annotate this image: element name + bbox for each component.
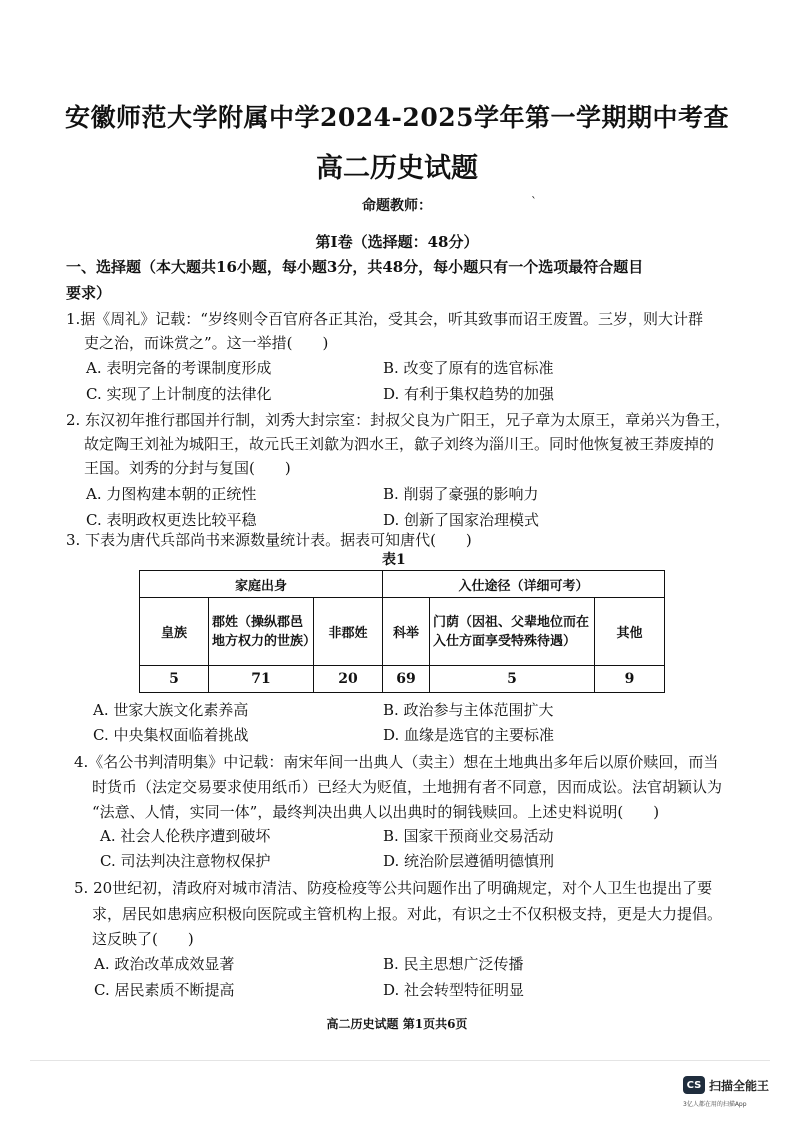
table-cell: 5 xyxy=(140,666,209,693)
q4-option-c: C. 司法判决注意物权保护 xyxy=(100,852,271,870)
q5-line2: 求，居民如患病应积极向医院或主管机构上报。对此，有识之士不仅积极支持，更是大力提倡。 xyxy=(92,905,723,923)
q2-line1: 2. 东汉初年推行郡国并行制，刘秀大封宗室：封叔父良为广阳王，兄子章为太原王，章弟兴为鲁王， xyxy=(66,411,731,429)
scanner-watermark xyxy=(683,1076,769,1094)
table-caption: 表1 xyxy=(382,552,406,568)
q1-line2: 吏之治，而诛赏之”。这一举措( ) xyxy=(84,334,329,352)
volume-heading: 第Ⅰ卷（选择题：48分） xyxy=(315,233,479,251)
teacher-label: 命题教师： xyxy=(362,198,432,214)
q4-line2: 时货币（法定交易要求使用纸币）已经大为贬值，土地拥有者不同意，因而成讼。法官胡颖认为 xyxy=(92,778,723,796)
q2-option-c: C. 表明政权更迭比较平稳 xyxy=(86,511,257,529)
section-instructions-line1: 一、选择题（本大题共16小题，每小题3分，共48分，每小题只有一个选项最符合题目 xyxy=(66,258,644,276)
q3-line1: 3. 下表为唐代兵部尚书来源数量统计表。据表可知唐代( ) xyxy=(66,531,472,549)
table-header-keju: 科举 xyxy=(383,598,430,666)
q3-option-b: B. 政治参与主体范围扩大 xyxy=(383,701,554,719)
q1-option-a: A. 表明完备的考课制度形成 xyxy=(86,359,272,377)
q2-option-d: D. 创新了国家治理模式 xyxy=(383,511,540,529)
q4-option-a: A. 社会人伦秩序遭到破坏 xyxy=(100,827,271,845)
table-group-family: 家庭出身 xyxy=(140,571,383,598)
q5-option-c: C. 居民素质不断提高 xyxy=(94,981,235,999)
watermark-app-name: 扫描全能王 xyxy=(709,1078,770,1093)
q2-option-b: B. 削弱了豪强的影响力 xyxy=(383,485,539,503)
q5-line3: 这反映了( ) xyxy=(92,930,194,948)
q4-line3: “法意、人情，实同一体”，最终判决出典人以出典时的铜钱赎回。上述史料说明( ) xyxy=(92,803,660,821)
table-header-menyin: 门荫（因祖、父辈地位而在入仕方面享受特殊待遇） xyxy=(430,598,595,666)
table-cell: 20 xyxy=(314,666,383,693)
section-instructions-line2: 要求） xyxy=(66,284,112,302)
divider xyxy=(30,1060,770,1061)
q4-option-d: D. 统治阶层遵循明德慎刑 xyxy=(383,852,555,870)
q2-option-a: A. 力图构建本朝的正统性 xyxy=(86,485,257,503)
q5-option-b: B. 民主思想广泛传播 xyxy=(383,955,524,973)
q3-option-d: D. 血缘是选官的主要标准 xyxy=(383,726,555,744)
page-footer: 高二历史试题 第1页共6页 xyxy=(326,1017,468,1031)
q1-option-b: B. 改变了原有的选官标准 xyxy=(383,359,554,377)
table-group-path: 入仕途径（详细可考） xyxy=(383,571,665,598)
q5-option-a: A. 政治改革成效显著 xyxy=(94,955,235,973)
watermark-tagline: 3亿人都在用的扫描App xyxy=(683,1101,747,1108)
q2-line2: 故定陶王刘祉为城阳王，故元氏王刘歙为泗水王，歙子刘终为淄川王。同时他恢复被王莽废掉的 xyxy=(84,435,715,453)
table-cell: 69 xyxy=(383,666,430,693)
source-table xyxy=(139,570,665,693)
table-cell: 71 xyxy=(209,666,314,693)
stray-mark: ` xyxy=(531,195,537,209)
q4-option-b: B. 国家干预商业交易活动 xyxy=(383,827,554,845)
table-cell: 9 xyxy=(595,666,665,693)
camscanner-logo-icon: CS xyxy=(683,1076,705,1094)
table-header-non-junxing: 非郡姓 xyxy=(314,598,383,666)
q1-option-d: D. 有利于集权趋势的加强 xyxy=(383,385,555,403)
q5-line1: 5. 20世纪初，清政府对城市清洁、防疫检疫等公共问题作出了明确规定，对个人卫生也提出了要 xyxy=(74,879,713,897)
table-header-other: 其他 xyxy=(595,598,665,666)
exam-subtitle: 高二历史试题 xyxy=(316,153,478,184)
q3-option-c: C. 中央集权面临着挑战 xyxy=(93,726,249,744)
table-header-junxing: 郡姓（操纵郡邑地方权力的世族） xyxy=(209,598,314,666)
table-header-royal: 皇族 xyxy=(140,598,209,666)
q1-line1: 1.据《周礼》记载：“岁终则令百官府各正其治，受其会，听其致事而诏王废置。三岁，则大计群 xyxy=(66,310,703,328)
q1-option-c: C. 实现了上计制度的法律化 xyxy=(86,385,272,403)
q5-option-d: D. 社会转型特征明显 xyxy=(383,981,525,999)
q4-line1: 4.《名公书判清明集》中记载：南宋年间一出典人（卖主）想在土地典出多年后以原价赎回，而当 xyxy=(74,753,719,771)
exam-title: 安徽师范大学附属中学2024-2025学年第一学期期中考查 xyxy=(64,103,730,132)
table-cell: 5 xyxy=(430,666,595,693)
q2-line3: 王国。刘秀的分封与复国( ) xyxy=(84,459,291,477)
q3-option-a: A. 世家大族文化素养高 xyxy=(93,701,249,719)
